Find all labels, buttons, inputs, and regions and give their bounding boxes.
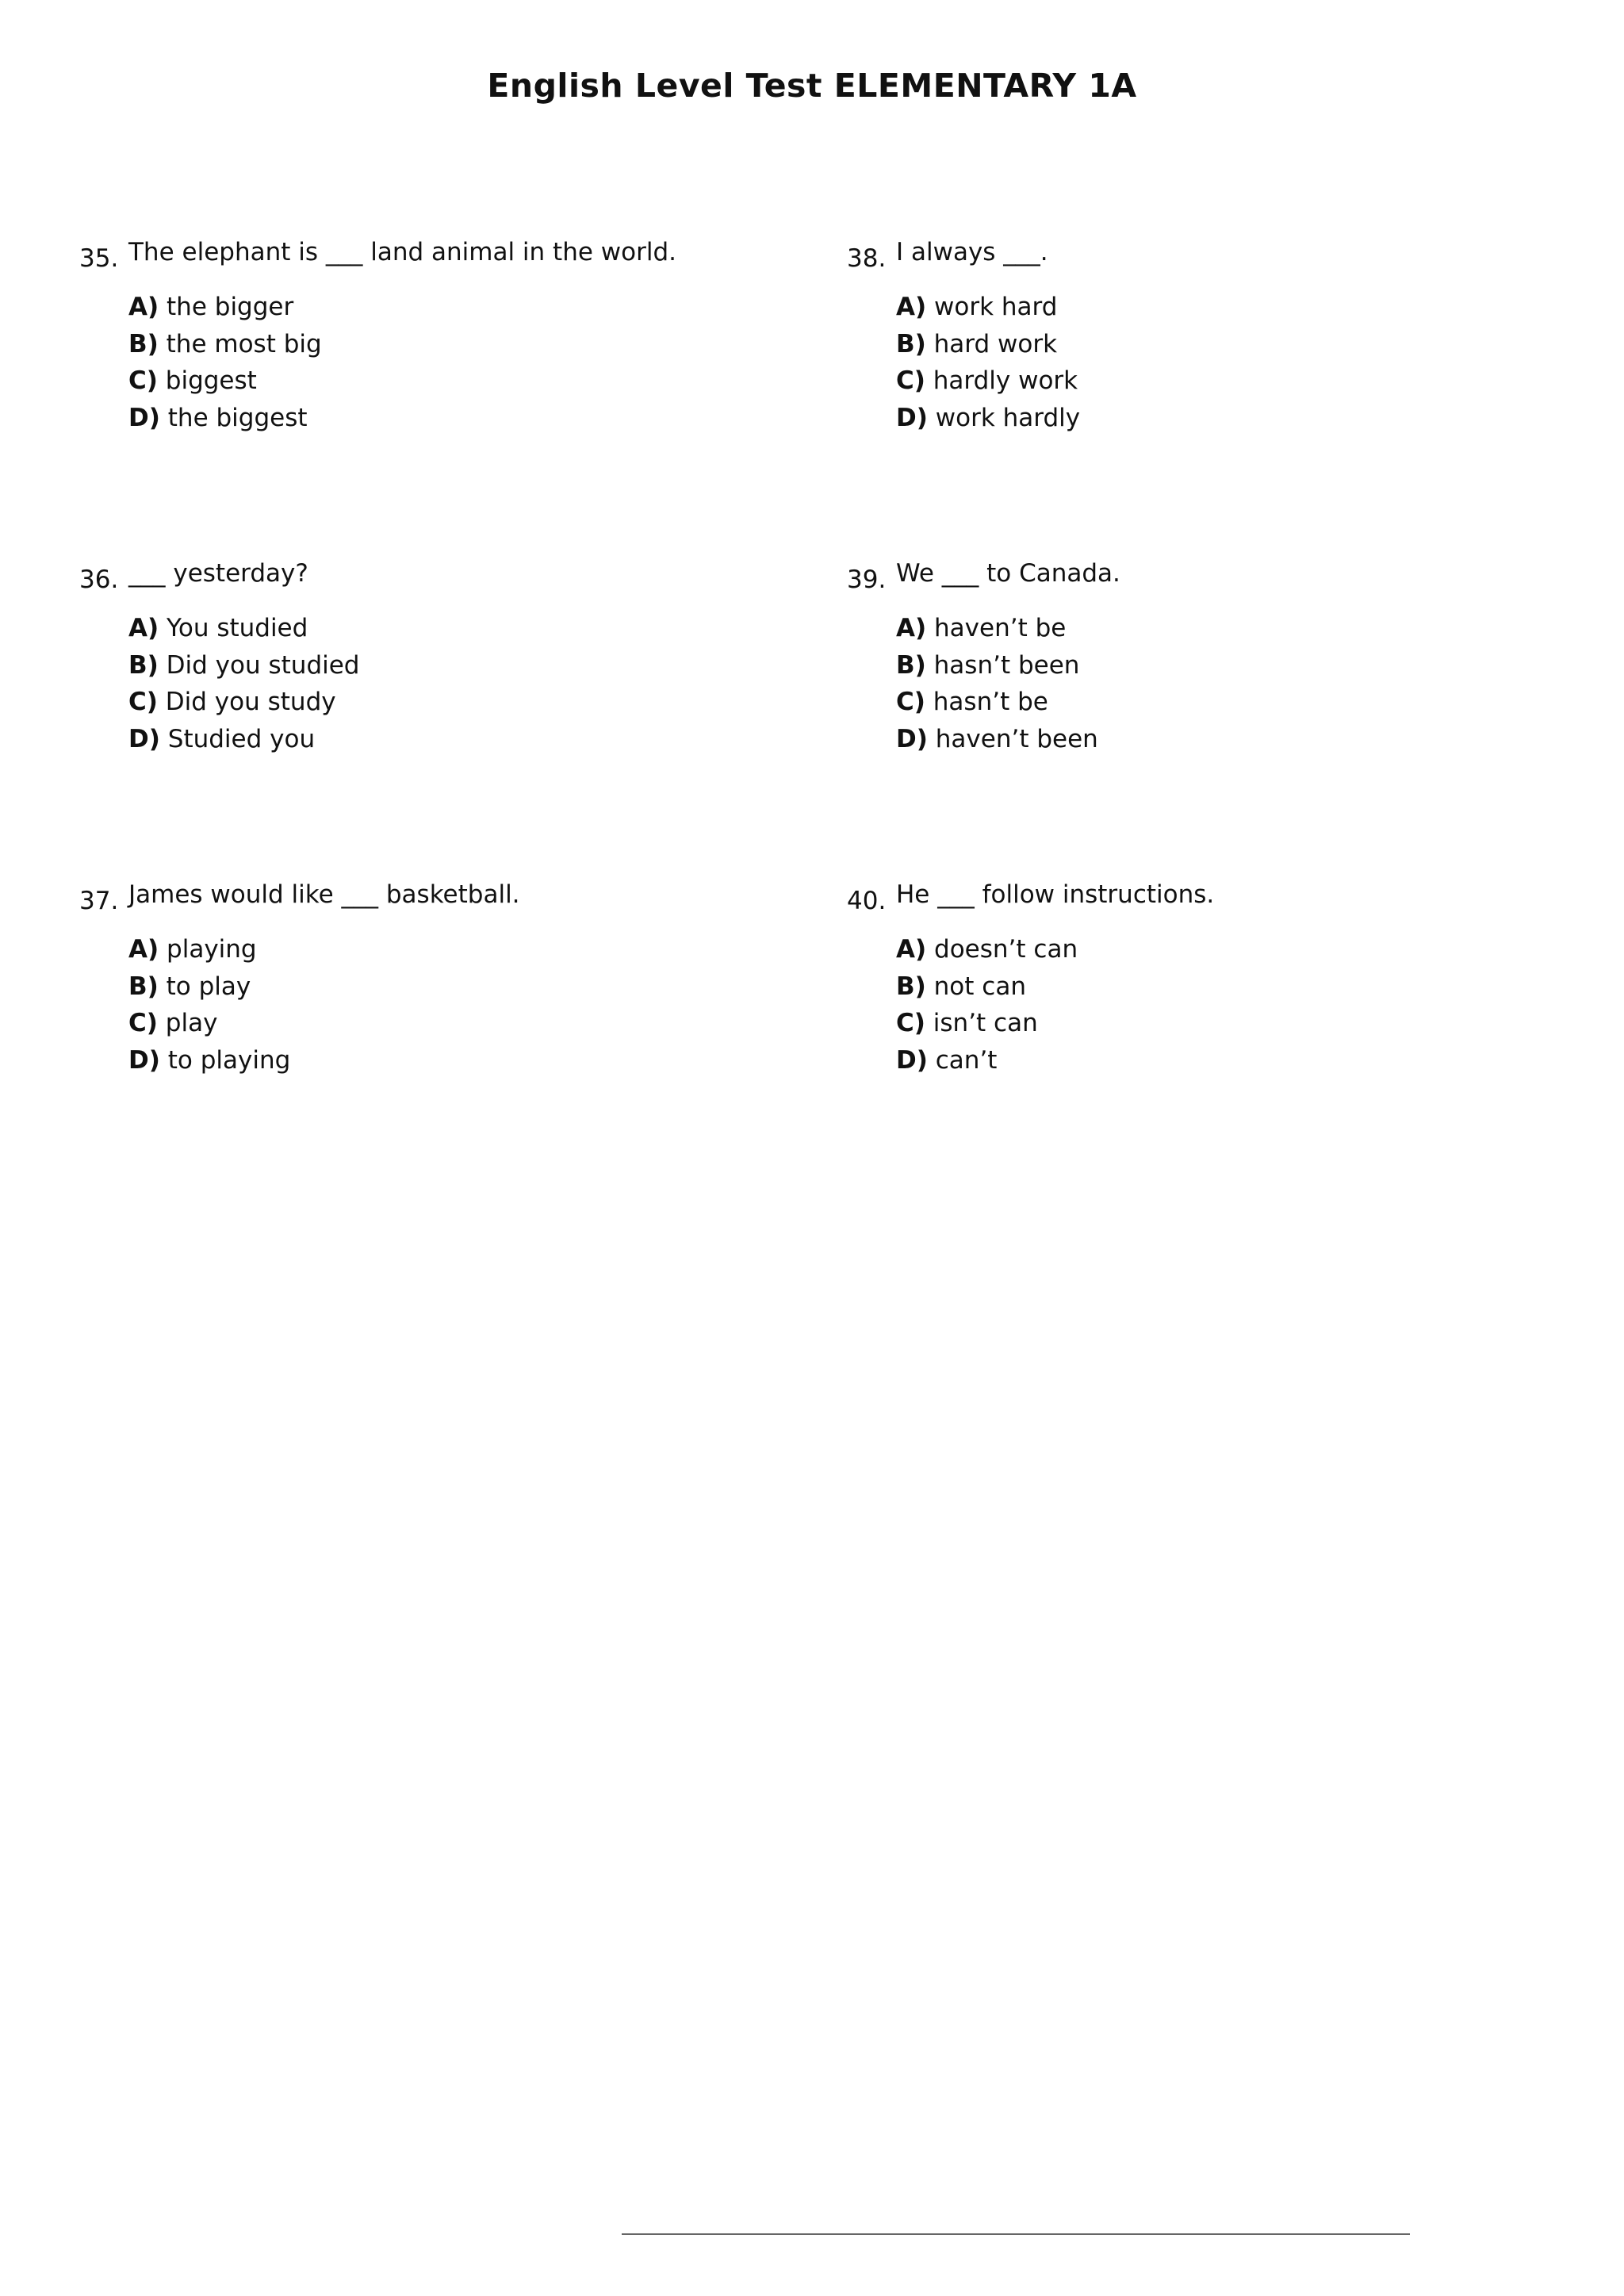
option-text: can’t xyxy=(935,1045,998,1075)
option-b[interactable] xyxy=(128,326,322,363)
option-d[interactable] xyxy=(128,1042,290,1079)
option-letter: D) xyxy=(128,724,160,753)
option-b[interactable] xyxy=(896,326,1080,363)
option-text: hard work xyxy=(933,329,1058,358)
question-number: 40. xyxy=(847,887,887,915)
option-letter: B) xyxy=(128,650,159,680)
option-letter: A) xyxy=(896,935,927,964)
option-text: biggest xyxy=(165,366,257,395)
option-letter: D) xyxy=(896,403,928,432)
option-letter: D) xyxy=(896,1045,928,1075)
option-c[interactable] xyxy=(128,684,359,721)
answer-options xyxy=(896,289,1080,436)
option-a[interactable] xyxy=(896,610,1098,647)
question-text: ___ yesterday? xyxy=(128,559,308,588)
option-c[interactable] xyxy=(896,684,1098,721)
question-37 xyxy=(79,879,777,1075)
option-letter: C) xyxy=(896,688,925,716)
question-text: The elephant is ___ land animal in the world. xyxy=(128,238,676,266)
option-text: haven’t been xyxy=(935,724,1098,753)
option-letter: C) xyxy=(896,366,925,395)
option-letter: C) xyxy=(128,1009,158,1037)
option-text: the biggest xyxy=(167,403,308,432)
option-letter: A) xyxy=(128,614,159,642)
question-number: 39. xyxy=(847,565,887,594)
answer-options xyxy=(128,931,290,1079)
option-letter: A) xyxy=(128,935,159,964)
option-text: work hardly xyxy=(935,403,1081,432)
option-letter: D) xyxy=(896,724,928,753)
question-number: 37. xyxy=(79,887,119,915)
page-title: English Level Test ELEMENTARY 1A xyxy=(487,67,1137,105)
option-text: work hard xyxy=(934,293,1058,321)
option-a[interactable] xyxy=(128,610,359,647)
option-text: Did you studied xyxy=(166,650,360,680)
option-letter: D) xyxy=(128,1045,160,1075)
option-letter: B) xyxy=(128,972,159,1001)
option-text: hasn’t been xyxy=(933,650,1080,680)
option-c[interactable] xyxy=(128,362,322,400)
option-letter: C) xyxy=(896,1009,925,1037)
option-a[interactable] xyxy=(128,931,290,968)
question-39 xyxy=(847,558,1545,753)
option-text: the most big xyxy=(166,329,322,358)
question-number: 36. xyxy=(79,565,119,594)
option-text: hasn’t be xyxy=(933,688,1048,716)
option-text: not can xyxy=(933,972,1026,1001)
answer-options xyxy=(896,610,1098,757)
option-c[interactable] xyxy=(128,1005,290,1042)
option-text: doesn’t can xyxy=(934,935,1078,964)
option-text: to playing xyxy=(167,1045,291,1075)
option-letter: A) xyxy=(896,293,927,321)
option-text: playing xyxy=(167,935,257,964)
question-35 xyxy=(79,236,777,432)
option-b[interactable] xyxy=(128,647,359,684)
option-a[interactable] xyxy=(896,931,1078,968)
answer-options xyxy=(896,931,1078,1079)
option-text: Did you study xyxy=(165,688,336,716)
option-text: isn’t can xyxy=(933,1009,1038,1037)
option-d[interactable] xyxy=(128,721,359,758)
option-letter: A) xyxy=(896,614,927,642)
option-text: haven’t be xyxy=(934,614,1067,642)
option-letter: B) xyxy=(896,650,926,680)
option-c[interactable] xyxy=(896,362,1080,400)
option-b[interactable] xyxy=(128,968,290,1006)
option-text: You studied xyxy=(167,614,308,642)
question-text: James would like ___ basketball. xyxy=(128,880,520,909)
answer-options xyxy=(128,610,359,757)
question-number: 35. xyxy=(79,244,119,273)
option-letter: C) xyxy=(128,688,158,716)
option-letter: C) xyxy=(128,366,158,395)
question-36 xyxy=(79,558,777,753)
option-letter: B) xyxy=(128,329,159,358)
option-d[interactable] xyxy=(896,1042,1078,1079)
option-text: play xyxy=(165,1009,218,1037)
option-letter: D) xyxy=(128,403,160,432)
option-d[interactable] xyxy=(896,400,1080,437)
question-text: I always ___. xyxy=(896,238,1048,266)
question-38 xyxy=(847,236,1545,432)
option-a[interactable] xyxy=(128,289,322,326)
option-text: Studied you xyxy=(167,724,316,753)
option-text: the bigger xyxy=(167,293,294,321)
option-d[interactable] xyxy=(128,400,322,437)
answer-options xyxy=(128,289,322,436)
option-letter: B) xyxy=(896,972,926,1001)
question-text: He ___ follow instructions. xyxy=(896,880,1215,909)
option-b[interactable] xyxy=(896,647,1098,684)
question-40 xyxy=(847,879,1545,1075)
option-text: to play xyxy=(166,972,251,1001)
option-d[interactable] xyxy=(896,721,1098,758)
option-a[interactable] xyxy=(896,289,1080,326)
footer-divider xyxy=(622,2233,1410,2235)
option-letter: B) xyxy=(896,329,926,358)
question-number: 38. xyxy=(847,244,887,273)
option-letter: A) xyxy=(128,293,159,321)
option-c[interactable] xyxy=(896,1005,1078,1042)
option-b[interactable] xyxy=(896,968,1078,1006)
question-text: We ___ to Canada. xyxy=(896,559,1120,588)
option-text: hardly work xyxy=(933,366,1078,395)
